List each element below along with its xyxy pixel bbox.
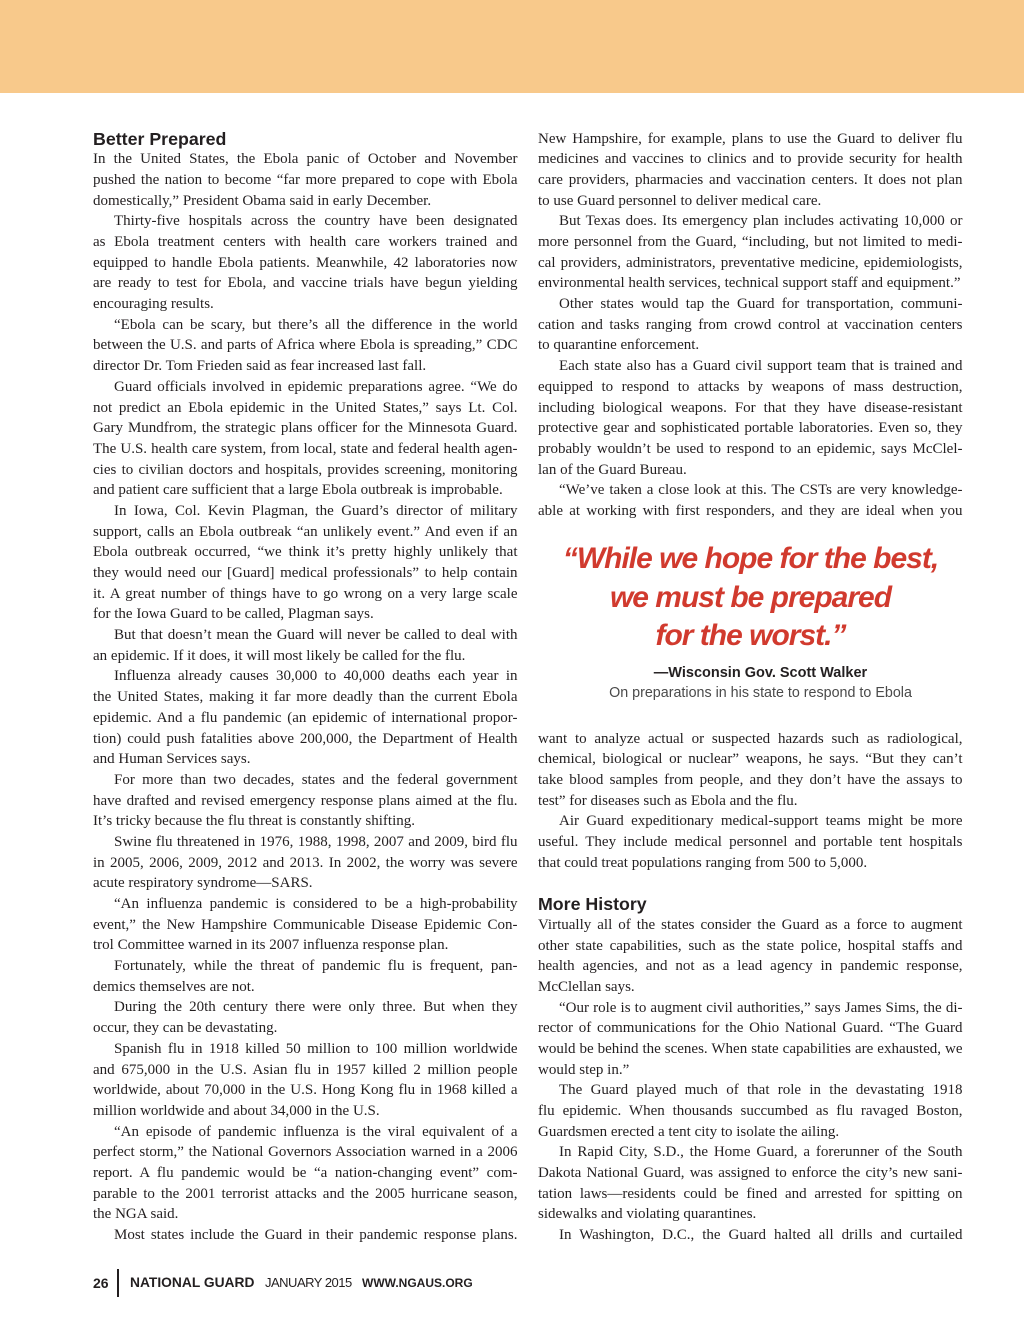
text-line: In Rapid City, S.D., the Home Guard, a forerunner of the South [559, 1144, 963, 1161]
paragraph [93, 377, 518, 501]
text-line: tion) could push fatalities above 200,000, the Department of Health [93, 730, 518, 747]
text-line: would be behind the scenes. When state capabilities are exhausted, we [538, 1040, 963, 1057]
text-line: an epidemic. If it does, it will most likely be called for the flu. [93, 647, 466, 664]
text-line: environmental health services, technical support staff and equipment.” [538, 275, 961, 292]
text-line: and 675,000 in the U.S. Asian flu in 1957 killed 2 million people [93, 1061, 518, 1078]
text-line: In the United States, the Ebola panic of October and November [93, 151, 518, 168]
paragraph [93, 770, 518, 832]
text-line: Ebola outbreak occurred, “we think it’s pretty highly unlikely that [93, 544, 518, 561]
paragraph [93, 894, 518, 956]
website: WWW.NGAUS.ORG [362, 1276, 473, 1290]
footer-divider [117, 1269, 119, 1297]
paragraph [538, 1225, 963, 1246]
pull-quote-attribution: —Wisconsin Gov. Scott Walker [653, 664, 868, 681]
page-footer [0, 1272, 1024, 1294]
text-line: cies to civilian doctors and hospitals, provides screening, monitoring [93, 461, 518, 478]
text-line: event,” the New Hampshire Communicable Disease Epidemic Con- [93, 916, 518, 933]
text-line: Virtually all of the states consider the Guard as a force to augment [538, 916, 963, 933]
paragraph [93, 997, 518, 1038]
text-line: During the 20th century there were only three. But when they [114, 999, 518, 1016]
paragraph [538, 356, 963, 480]
paragraph [538, 129, 963, 212]
pull-quote [538, 522, 963, 729]
paragraph [538, 480, 963, 521]
text-line: New Hampshire, for example, plans to use the Guard to deliver flu [538, 130, 963, 147]
text-line: report. A flu pandemic would be “a nation-changing event” com- [93, 1164, 518, 1181]
paragraph [93, 211, 518, 314]
paragraph [93, 1039, 518, 1122]
text-line: But that doesn’t mean the Guard will never be called to deal with [114, 627, 518, 644]
text-line: that could treat populations ranging from 500 to 5,000. [538, 854, 868, 871]
text-line: encouraging results. [93, 296, 214, 313]
text-line: For more than two decades, states and the federal government [114, 771, 518, 788]
text-line: they would need our [Guard] medical professionals” to help contain [93, 565, 518, 582]
paragraph [538, 998, 963, 1081]
text-line: parable to the 2001 terrorist attacks and the 2005 hurricane season, [93, 1185, 518, 1202]
text-line: perfect storm,” the National Governors Association warned in a 2006 [93, 1144, 518, 1161]
text-line: But Texas does. Its emergency plan includes activating 10,000 or [559, 213, 963, 230]
text-line: Other states would tap the Guard for transportation, communi- [559, 296, 963, 313]
text-line: as Ebola treatment centers with health care workers trained and [93, 234, 518, 251]
text-line: protective gear and sophisticated portable laboratories. Even so, they [538, 420, 963, 437]
text-line: rector of communications for the Ohio National Guard. “The Guard [538, 1020, 963, 1037]
text-line: McClellan says. [538, 978, 635, 995]
text-line: The Guard played much of that role in the devastating 1918 [559, 1082, 963, 1099]
text-line: Influenza already causes 30,000 to 40,000 deaths each year in [114, 668, 518, 685]
right-column [538, 129, 963, 1246]
text-line: occur, they can be devastating. [93, 1020, 278, 1037]
header-band [0, 0, 1024, 93]
text-line: to quarantine enforcement. [538, 337, 700, 354]
paragraph [93, 1122, 518, 1225]
text-line: tation laws—residents could be fined and arrested for spitting on [538, 1185, 963, 1202]
text-line: the United States, making it far more deadly than the current Ebola [93, 689, 518, 706]
paragraph [538, 729, 963, 812]
text-line: domestically,” President Obama said in early December. [93, 192, 432, 209]
text-line: flu epidemic. When thousands succumbed as flu ravaged Boston, [538, 1103, 963, 1120]
text-line: are ready to test for Ebola, and vaccine trials have begun yielding [93, 275, 518, 292]
text-line: Air Guard expeditionary medical-support teams might be more [559, 813, 963, 830]
text-line: including biological weapons. For that they have disease-resistant [538, 399, 963, 416]
text-line: care providers, pharmacies and vaccination centers. It does not plan [538, 171, 963, 188]
paragraph [538, 811, 963, 873]
pull-quote-context: On preparations in his state to respond to Ebola [609, 684, 912, 701]
text-line: in 2005, 2006, 2009, 2012 and 2013. In 2002, the worry was severe [93, 854, 518, 871]
text-line: Dakota National Guard, was assigned to enforce the city’s new sani- [538, 1165, 963, 1182]
issue-date: JANUARY 2015 [265, 1275, 352, 1290]
text-line: epidemic. And a flu pandemic (an epidemic of international propor- [93, 709, 518, 726]
paragraph [93, 956, 518, 997]
text-line: director Dr. Tom Frieden said as fear increased last fall. [93, 358, 427, 375]
pull-quote-line: for the worst.” [655, 619, 846, 653]
text-line: able at working with first responders, and they are ideal when you [538, 502, 963, 519]
text-line: want to analyze actual or suspected hazards such as radiological, [538, 730, 963, 747]
text-line: Spanish flu in 1918 killed 50 million to 100 million worldwide [114, 1040, 518, 1057]
paragraph [93, 149, 518, 211]
paragraph [93, 666, 518, 769]
text-line: lan of the Guard Bureau. [538, 461, 687, 478]
pull-quote-line: “While we hope for the best, [562, 542, 939, 576]
text-line: test” for diseases such as Ebola and the flu. [538, 792, 798, 809]
text-line: pushed the nation to become “far more prepared to cope with Ebola [93, 171, 518, 188]
text-line: more personnel from the Guard, “including, but not limited to medi- [538, 234, 963, 251]
text-line: trol Committee warned in its 2007 influenza response plan. [93, 937, 449, 954]
text-line: it. A great number of things have to go wrong on a very large scale [93, 585, 518, 602]
paragraph [93, 501, 518, 625]
page-number: 26 [93, 1275, 109, 1291]
paragraph [93, 625, 518, 666]
text-line: probably wouldn’t be used to respond to an epidemic, says McClel- [538, 440, 963, 457]
text-line: “We’ve taken a close look at this. The CSTs are very knowledge- [559, 482, 963, 499]
text-line: Gary Mundfrom, the strategic plans officer for the Minnesota Guard. [93, 420, 518, 437]
text-line: “An episode of pandemic influenza is the viral equivalent of a [114, 1123, 518, 1140]
text-line: have drafted and revised emergency response plans aimed at the flu. [93, 792, 518, 809]
magazine-name: NATIONAL GUARD [130, 1275, 255, 1290]
text-line: cation and tasks ranging from crowd control at vaccination centers [538, 316, 963, 333]
text-line: equipped to handle Ebola patients. Meanwhile, 42 laboratories now [93, 254, 518, 271]
text-line: worldwide, about 70,000 in the U.S. Hong Kong flu in 1968 killed a [93, 1082, 518, 1099]
text-line: acute respiratory syndrome—SARS. [93, 875, 313, 892]
paragraph [538, 915, 963, 998]
text-line: Most states include the Guard in their pandemic response plans. [114, 1227, 518, 1244]
text-line: Each state also has a Guard civil support team that is trained and [559, 358, 963, 375]
paragraph [538, 294, 963, 356]
text-line: chemical, biological or nuclear” weapons, he says. “But they can’t [538, 751, 963, 768]
text-line: In Iowa, Col. Kevin Plagman, the Guard’s director of military [114, 502, 518, 519]
text-line: “Our role is to augment civil authorities,” says James Sims, the di- [559, 999, 963, 1016]
paragraph [538, 211, 963, 294]
text-line: and patient care sufficient that a large Ebola outbreak is improbable. [93, 482, 503, 499]
text-line: The U.S. health care system, from local, state and federal health agen- [93, 440, 518, 457]
text-line: sidewalks and violating quarantines. [538, 1206, 757, 1223]
pull-quote-line: we must be prepared [609, 580, 892, 614]
paragraph [93, 1225, 518, 1246]
paragraph [93, 832, 518, 894]
text-line: million worldwide and about 34,000 in the U.S. [93, 1102, 380, 1119]
text-line: equipped to respond to attacks by weapons of mass destruction, [538, 378, 963, 395]
text-line: Guardsmen erected a tent city to isolate the ailing. [538, 1123, 840, 1140]
text-line: for the Iowa Guard to be called, Plagman says. [93, 606, 374, 623]
text-line: support, calls an Ebola outbreak “an unlikely event.” And even if an [93, 523, 518, 540]
left-column [93, 129, 518, 1246]
text-line: Swine flu threatened in 1976, 1988, 1998, 2007 and 2009, bird flu [114, 833, 518, 850]
text-line: other state capabilities, such as the state police, hospital staffs and [538, 937, 963, 954]
text-line: would step in.” [538, 1061, 630, 1078]
text-line: to use Guard personnel to deliver medical care. [538, 192, 822, 209]
text-line: “Ebola can be scary, but there’s all the difference in the world [114, 316, 518, 333]
paragraph [538, 1080, 963, 1142]
paragraph [538, 1142, 963, 1225]
text-line: In Washington, D.C., the Guard halted all drills and curtailed [559, 1227, 963, 1244]
text-line: It’s tricky because the flu threat is constantly shifting. [93, 813, 416, 830]
text-line: between the U.S. and parts of Africa where Ebola is spreading,” CDC [93, 337, 518, 354]
text-line: health agencies, and not as a lead agency in pandemic response, [538, 958, 963, 975]
text-line: and Human Services says. [93, 751, 251, 768]
text-line: Fortunately, while the threat of pandemic flu is frequent, pan- [114, 958, 518, 975]
text-line: “An influenza pandemic is considered to be a high-probability [114, 896, 518, 913]
text-line: demics themselves are not. [93, 978, 255, 995]
text-line: Thirty-five hospitals across the country have been designated [114, 213, 518, 230]
section-heading: Better Prepared [93, 128, 227, 149]
text-line: take blood samples from people, and they don’t have the assays to [538, 772, 963, 789]
text-line: useful. They include medical personnel and portable tent hospitals [538, 834, 963, 851]
text-line: not predict an Ebola epidemic in the United States,” says Lt. Col. [93, 399, 518, 416]
paragraph [93, 315, 518, 377]
text-line: cal providers, administrators, preventative medicine, epidemiologists, [538, 254, 963, 271]
section-heading: More History [538, 894, 647, 915]
text-line: the NGA said. [93, 1206, 179, 1223]
text-line: Guard officials involved in epidemic preparations agree. “We do [114, 378, 518, 395]
text-line: medicines and vaccines to clinics and to provide security for health [538, 151, 963, 168]
